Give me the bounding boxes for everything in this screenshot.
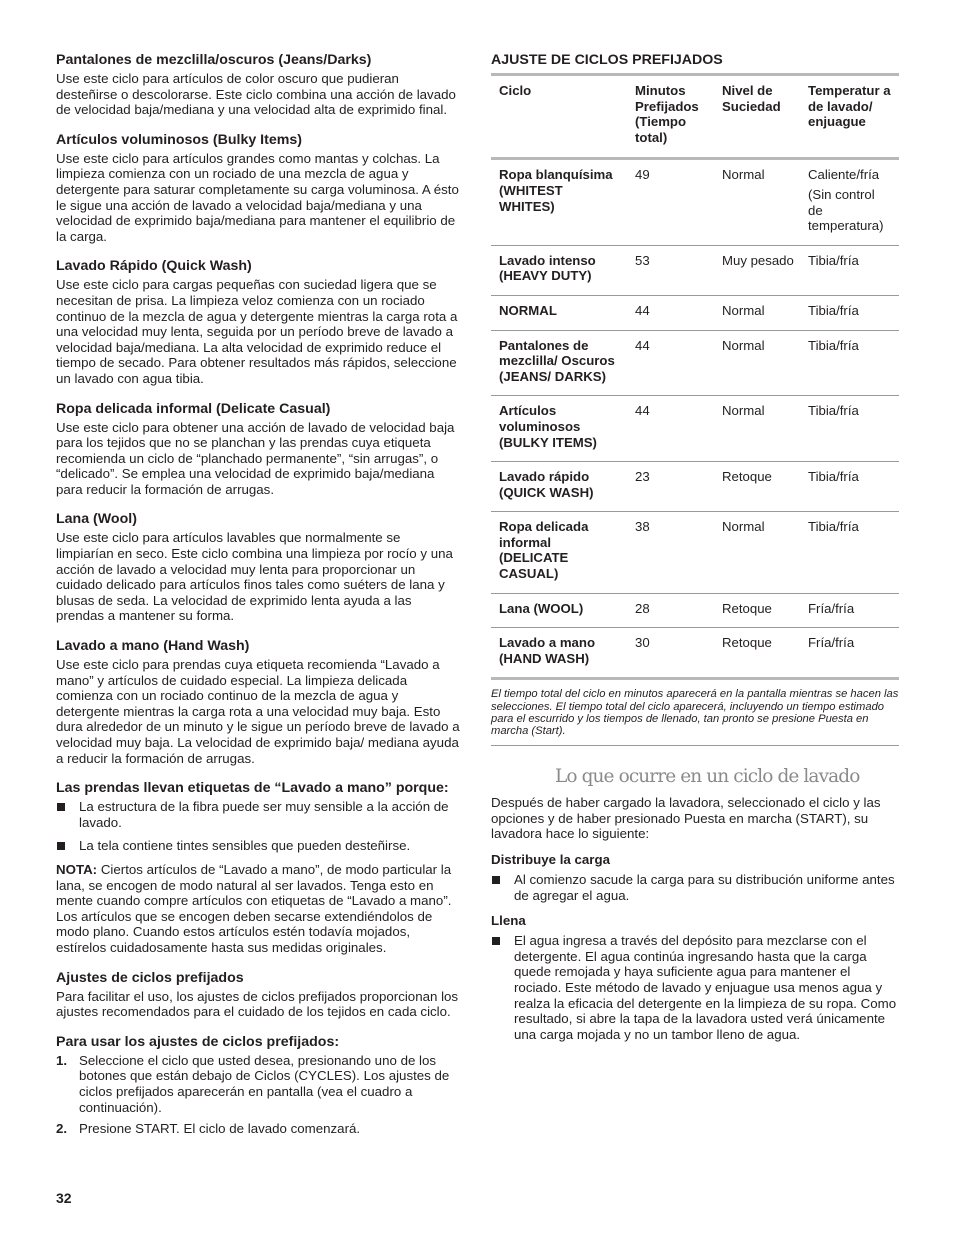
subheading-distribute: Distribuye la carga <box>491 852 610 868</box>
soil-cell: Retoque <box>722 635 772 651</box>
section-presets-steps <box>56 1034 461 1137</box>
table-row <box>491 593 899 628</box>
minutes-cell: 23 <box>627 462 714 512</box>
presets-table <box>491 73 899 680</box>
section-hand-wash <box>56 638 461 766</box>
list-item: La tela contiene tintes sensibles que pueden desteñirse. <box>56 838 461 854</box>
note-label: NOTA: <box>56 861 98 877</box>
step-number: 2. <box>56 1121 68 1137</box>
column-header: Ciclo <box>491 75 627 159</box>
section-jeans-darks <box>56 52 461 118</box>
section-title: Artículos voluminosos (Bulky Items) <box>56 131 302 148</box>
section-body: Use este ciclo para artículos grandes como mantas y colchas. La limpieza comienza con un rociado de una mezcla de agua y detergente para saturar completamente su carga voluminosa. A ésto le sigue una acción de lavado a velocidad baja/mediana y una velocidad de exprimido baja/mediana para mantener el equilibrio de la carga. <box>56 150 459 244</box>
step-number: 1. <box>56 1052 68 1068</box>
soil-cell: Normal <box>714 159 800 245</box>
section-delicate-casual <box>56 401 461 498</box>
minutes-cell: 44 <box>627 330 714 396</box>
table-row <box>491 512 899 593</box>
section-quick-wash <box>56 258 461 386</box>
subheading-fill: Llena <box>491 913 526 929</box>
section-title: Las prendas llevan etiquetas de “Lavado a mano” porque: <box>56 780 449 797</box>
table-title: AJUSTE DE CICLOS PREFIJADOS <box>491 52 723 68</box>
cycle-cell: NORMAL <box>491 295 627 330</box>
cycle-cell: Lavado rápido (QUICK WASH) <box>491 462 627 512</box>
temp-cell <box>800 159 899 245</box>
list-item: La estructura de la fibra puede ser muy sensible a la acción de lavado. <box>56 799 461 830</box>
section-title: Ropa delicada informal (Delicate Casual) <box>56 400 331 417</box>
cycle-cell: Ropa blanquísima (WHITEST WHITES) <box>491 159 627 245</box>
temp-cell: Tibia/fría <box>800 396 899 462</box>
section-title: Lana (Wool) <box>56 511 137 528</box>
minutes-cell: 30 <box>635 635 650 651</box>
list-item: El agua ingresa a través del depósito para mezclarse con el detergente. El agua continúa ingresando hasta que la carga quede remojada y haya suficiente agua para mantener el rociado. Este método de lavado y enjuague usa menos agua y realza la eficacia del detergente en la limpieza de su ropa. Como resultado, si abre la tapa de la lavadora usted verá únicamente una carga mojada y no un tambor lleno de agua. <box>491 933 899 1042</box>
minutes-cell: 44 <box>627 295 714 330</box>
step-text: Presione START. El ciclo de lavado comenzará. <box>79 1121 361 1137</box>
cycle-cell: Artículos voluminosos (BULKY ITEMS) <box>491 396 627 462</box>
table-row <box>491 159 899 245</box>
temp-cell: Tibia/fría <box>800 295 899 330</box>
section-title: Ajustes de ciclos prefijados <box>56 969 244 986</box>
right-column <box>491 52 899 1052</box>
soil-cell: Normal <box>714 512 800 593</box>
table-row <box>491 245 899 295</box>
cycle-cell: Lavado intenso (HEAVY DUTY) <box>491 245 627 295</box>
section-title: Pantalones de mezclilla/oscuros (Jeans/Darks) <box>56 52 372 68</box>
soil-cell: Retoque <box>714 593 800 628</box>
temp-cell: Fría/fría <box>808 635 855 651</box>
section-body: Use este ciclo para artículos lavables que normalmente se limpiarían en seco. Este ciclo combina una limpieza por rocío y una acción de lavado a velocidad muy lenta para proporcionar un cuidado delicado para artículos finos tales como suéters de lana y blusas de seda. La velocidad de exprimido lenta ayuda a las prendas a mantener su forma. <box>56 530 453 624</box>
cycle-cell: Pantalones de mezclilla/ Oscuros (JEANS/ DARKS) <box>491 330 627 396</box>
section-handwash-reasons <box>56 780 461 854</box>
section-body: Use este ciclo para cargas pequeñas con suciedad ligera que se necesitan de prisa. La limpieza veloz comienza con un rociado continuo de la mezcla de agua y detergente mientras la carga rota a una velocidad muy lenta, seguida por un período breve de lavado a velocidad baja/mediana. La alta velocidad de exprimido reduce el tiempo de secado. Para obtener resultados más rápidos, seleccione un lavado con agua tibia. <box>56 277 458 386</box>
temp-cell: Fría/fría <box>800 593 899 628</box>
column-header: Nivel de Suciedad <box>714 75 800 159</box>
section-body: Use este ciclo para prendas cuya etiqueta recomienda “Lavado a mano” y artículos de cuidado especial. La limpieza delicada comienza con un rociado continuo de la mezcla de agua y detergente mientras la carga rota a una velocidad muy baja. Esto dura alrededor de un minuto y le sigue un período breve de lavado a velocidad muy baja. La velocidad de exprimido baja/ mediana ayuda a reducir la formación de arrugas. <box>56 657 460 766</box>
page-number: 32 <box>56 1190 72 1206</box>
bullet-list <box>491 933 899 1042</box>
soil-cell: Normal <box>714 396 800 462</box>
section-body: Use este ciclo para obtener una acción de lavado de velocidad baja para los tejidos que no se planchan y las prendas cuya etiqueta recomienda un ciclo de “planchado permanente”, “sin arrugas”, o “delicado”. Se emplea una velocidad de exprimido baja/mediana para reducir la formación de arrugas. <box>56 419 455 497</box>
section-bulky-items <box>56 132 461 245</box>
section-wool <box>56 511 461 624</box>
table-row <box>491 330 899 396</box>
table-row <box>491 628 899 679</box>
temp-note: (Sin control de temperatura) <box>808 186 884 234</box>
bullet-list <box>491 872 899 903</box>
table-row <box>491 396 899 462</box>
table-row <box>491 295 899 330</box>
section-heading: Lo que ocurre en un ciclo de lavado <box>555 766 860 788</box>
note-text: Ciertos artículos de “Lavado a mano”, de modo particular la lana, se encogen de modo natural al ser lavados. Tenga esto en mente cuando compre artículos con etiquetas de “Lavado a mano”. Los artículos que se encogen deben secarse extendiéndolos de modo plano. Cuando estos artículos estén todavía mojados, estírelos cuidadosamente hasta sus medidas originales. <box>56 861 452 955</box>
soil-cell: Retoque <box>714 462 800 512</box>
steps-list <box>56 1053 461 1137</box>
minutes-cell: 44 <box>627 396 714 462</box>
left-column <box>56 52 461 1151</box>
section-presets <box>56 970 461 1020</box>
soil-cell: Normal <box>714 295 800 330</box>
column-header: Temperatur a de lavado/ enjuague <box>800 75 899 159</box>
table-header-row <box>491 75 899 159</box>
temp-cell: Tibia/fría <box>800 462 899 512</box>
section-title: Para usar los ajustes de ciclos prefijados: <box>56 1033 340 1050</box>
minutes-cell: 28 <box>627 593 714 628</box>
section-title: Lavado a mano (Hand Wash) <box>56 638 250 655</box>
temp-cell: Tibia/fría <box>800 512 899 593</box>
temp-value: Caliente/fría <box>808 167 880 183</box>
minutes-cell: 49 <box>627 159 714 245</box>
intro-paragraph: Después de haber cargado la lavadora, seleccionado el ciclo y las opciones y de haber presionado Puesta en marcha (START), su lavadora hace lo siguiente: <box>491 795 881 842</box>
list-item <box>56 1053 461 1115</box>
soil-cell: Muy pesado <box>714 245 800 295</box>
soil-cell: Normal <box>714 330 800 396</box>
bullet-list <box>56 799 461 854</box>
table-footnote: El tiempo total del ciclo en minutos aparecerá en la pantalla mientras se hacen las selecciones. El tiempo total del ciclo aparecerá, incluyendo un tiempo estimado para el escurrido y los tiempos de llenado, tan pronto se presione Puesta en marcha (Start). <box>491 688 899 746</box>
cycle-cell: Ropa delicada informal (DELICATE CASUAL) <box>491 512 627 593</box>
step-text: Seleccione el ciclo que usted desea, presionando uno de los botones que están debajo de Ciclos (CYCLES). Los ajustes de ciclos prefijados aparecerán en pantalla (vea el cuadro a continuación). <box>79 1052 450 1115</box>
list-item: Al comienzo sacude la carga para su distribución uniforme antes de agregar el agua. <box>491 872 899 903</box>
minutes-cell: 53 <box>627 245 714 295</box>
temp-cell: Tibia/fría <box>800 245 899 295</box>
table-row <box>491 462 899 512</box>
cycle-cell: Lana (WOOL) <box>491 593 627 628</box>
section-title: Lavado Rápido (Quick Wash) <box>56 258 252 275</box>
list-item <box>56 1121 461 1137</box>
cycle-cell: Lavado a mano (HAND WASH) <box>499 635 596 666</box>
note-paragraph <box>56 862 461 956</box>
section-body: Para facilitar el uso, los ajustes de ciclos prefijados proporcionan los ajustes recomendados para el cuidado de los tejidos en cada ciclo. <box>56 988 459 1020</box>
minutes-cell: 38 <box>627 512 714 593</box>
section-body: Use este ciclo para artículos de color oscuro que pudieran desteñirse o descolorarse. Este ciclo combina una acción de lavado de velocidad baja/mediana y una velocidad alta de exprimido final. <box>56 71 456 118</box>
column-header: Minutos Prefijados (Tiempo total) <box>627 75 714 159</box>
temp-cell: Tibia/fría <box>800 330 899 396</box>
